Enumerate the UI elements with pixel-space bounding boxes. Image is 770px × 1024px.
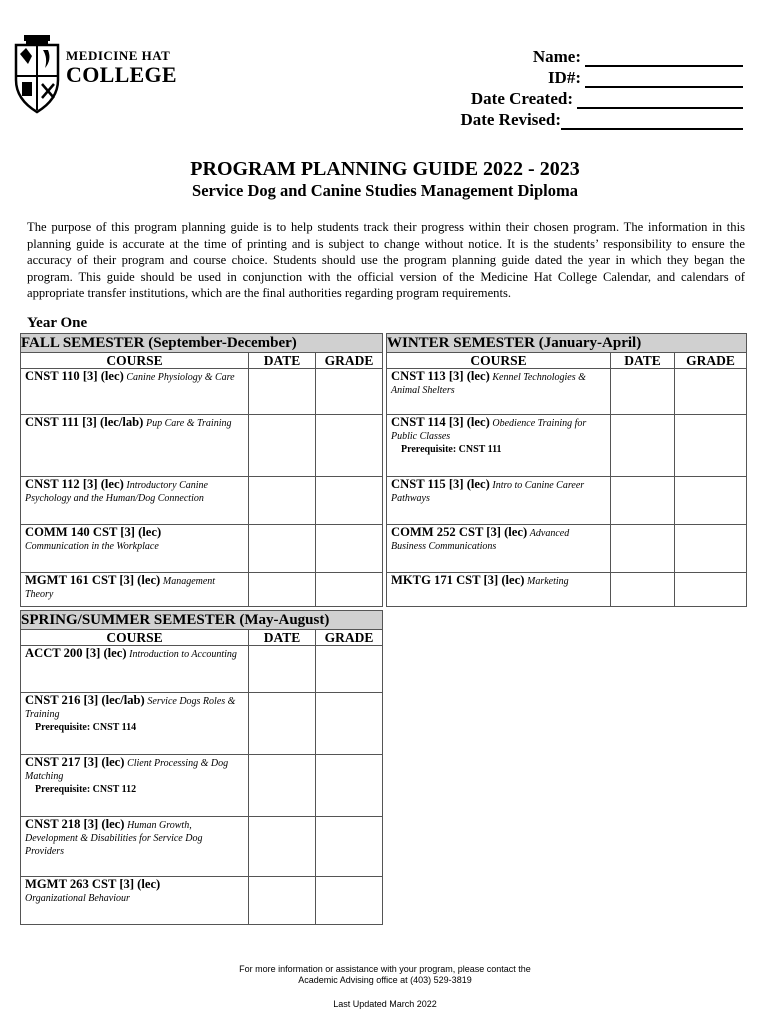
grade-column-header: GRADE [675, 353, 747, 369]
year-label: Year One [27, 315, 88, 331]
table-row [21, 525, 383, 573]
date-cell[interactable] [249, 573, 316, 607]
intro-paragraph: The purpose of this program planning guide is to help students track their progress within their chosen program. The information in this planning guide is accurate at the time of printing and is subject to change without notice. It is the students’ responsibility to ensure the accuracy of their program and course choice. Students should use the program planning guide dated the year in which they began the program. This guide should be used in conjunction with the official version of the Medicine Hat College Calendar, and calendars of appropriate transfer institutions, which are the final authorities regarding program requirements. [27, 220, 745, 301]
date-cell[interactable] [611, 477, 675, 525]
student-fields [423, 46, 743, 130]
spring-summer-semester-table [20, 610, 383, 925]
date-column-header: DATE [249, 630, 316, 646]
course-code: CNST 216 [3] (lec/lab) [25, 693, 145, 707]
course-description: Introduction to Accounting [129, 649, 237, 660]
date-cell[interactable] [249, 755, 316, 817]
table-row [21, 693, 383, 755]
grade-cell[interactable] [316, 646, 383, 693]
date-cell[interactable] [249, 415, 316, 477]
fall-semester-table [20, 333, 383, 607]
course-cell [21, 755, 249, 817]
date-cell[interactable] [611, 573, 675, 607]
grade-cell[interactable] [675, 573, 747, 607]
id-label: ID#: [547, 68, 581, 87]
grade-cell[interactable] [316, 817, 383, 877]
course-description: Introductory Canine Psychology and the Human/Dog Connection [25, 480, 208, 504]
grade-cell[interactable] [316, 573, 383, 607]
date-created-field[interactable] [423, 88, 743, 109]
course-cell [387, 525, 611, 573]
winter-semester-table [386, 333, 747, 607]
grade-cell[interactable] [316, 693, 383, 755]
course-code: COMM 140 CST [3] (lec) [25, 525, 162, 539]
grade-cell[interactable] [316, 525, 383, 573]
college-crest-icon [14, 34, 60, 114]
date-created-label: Date Created: [470, 89, 573, 108]
table-row [21, 369, 383, 415]
course-code: CNST 111 [3] (lec/lab) [25, 415, 144, 429]
course-column-header: COURSE [21, 353, 249, 369]
grade-column-header: GRADE [316, 353, 383, 369]
prerequisite-note: Prerequisite: CNST 112 [35, 784, 137, 795]
logo-line2: COLLEGE [66, 62, 177, 87]
date-cell[interactable] [611, 525, 675, 573]
grade-cell[interactable] [675, 477, 747, 525]
course-cell [387, 477, 611, 525]
course-cell [387, 573, 611, 607]
grade-cell[interactable] [316, 415, 383, 477]
date-cell[interactable] [249, 817, 316, 877]
date-revised-label: Date Revised: [460, 110, 561, 129]
course-cell [387, 369, 611, 415]
course-column-header: COURSE [387, 353, 611, 369]
prerequisite-note: Prerequisite: CNST 114 [35, 722, 137, 733]
footer-contact-line2: Academic Advising office at (403) 529-3819 [298, 975, 472, 985]
course-description: Marketing [527, 576, 569, 587]
id-field[interactable] [423, 67, 743, 88]
course-code: CNST 112 [3] (lec) [25, 477, 124, 491]
table-row [21, 755, 383, 817]
date-column-header: DATE [611, 353, 675, 369]
course-cell [21, 525, 249, 573]
winter-semester-heading: WINTER SEMESTER (January-April) [387, 334, 747, 353]
grade-cell[interactable] [675, 415, 747, 477]
course-cell [21, 573, 249, 607]
table-row [387, 369, 747, 415]
course-code: CNST 218 [3] (lec) [25, 817, 125, 831]
course-cell [21, 646, 249, 693]
course-description: Client Processing & Dog Matching [25, 758, 229, 782]
course-code: COMM 252 CST [3] (lec) [391, 525, 528, 539]
date-cell[interactable] [249, 646, 316, 693]
table-row [21, 877, 383, 925]
table-row [21, 646, 383, 693]
course-code: CNST 115 [3] (lec) [391, 477, 490, 491]
date-cell[interactable] [249, 877, 316, 925]
name-field[interactable] [423, 46, 743, 67]
course-code: CNST 110 [3] (lec) [25, 369, 124, 383]
course-code: MGMT 161 CST [3] (lec) [25, 573, 161, 587]
date-revised-field[interactable] [423, 109, 743, 130]
course-description: Service Dogs Roles & Training [25, 696, 236, 720]
course-cell [21, 415, 249, 477]
date-cell[interactable] [249, 525, 316, 573]
grade-cell[interactable] [675, 369, 747, 415]
course-code: MKTG 171 CST [3] (lec) [391, 573, 525, 587]
date-cell[interactable] [611, 415, 675, 477]
date-cell[interactable] [249, 369, 316, 415]
grade-cell[interactable] [316, 369, 383, 415]
table-row [387, 415, 747, 477]
table-row [21, 415, 383, 477]
grade-cell[interactable] [316, 477, 383, 525]
course-column-header: COURSE [21, 630, 249, 646]
course-cell [21, 817, 249, 877]
course-description: Intro to Canine Career Pathways [391, 480, 585, 504]
spring-summer-semester-heading: SPRING/SUMMER SEMESTER (May-August) [21, 611, 383, 630]
table-row [21, 573, 383, 607]
course-description: Canine Physiology & Care [126, 372, 235, 383]
grade-cell[interactable] [316, 755, 383, 817]
course-description: Advanced Business Communications [391, 528, 570, 552]
course-description: Pup Care & Training [146, 418, 232, 429]
last-updated: Last Updated March 2022 [333, 999, 437, 1009]
course-description: Management Theory [25, 576, 216, 600]
date-cell[interactable] [611, 369, 675, 415]
table-row [387, 525, 747, 573]
logo-line1: MEDICINE HAT [66, 48, 171, 63]
name-blank[interactable] [585, 49, 743, 67]
course-description: Obedience Training for Public Classes [391, 418, 587, 442]
id-blank[interactable] [585, 70, 743, 88]
grade-column-header: GRADE [316, 630, 383, 646]
fall-semester-heading: FALL SEMESTER (September-December) [21, 334, 383, 353]
date-revised-blank[interactable] [561, 112, 743, 130]
course-description: Communication in the Workplace [25, 541, 159, 552]
course-description: Kennel Technologies & Animal Shelters [391, 372, 586, 396]
course-cell [21, 477, 249, 525]
date-cell[interactable] [249, 693, 316, 755]
table-row [21, 477, 383, 525]
table-row [387, 573, 747, 607]
page-title: PROGRAM PLANNING GUIDE 2022 - 2023 [190, 158, 580, 180]
course-description: Human Growth, Development & Disabilities for Service Dog Providers [25, 820, 203, 857]
course-code: CNST 114 [3] (lec) [391, 415, 490, 429]
grade-cell[interactable] [316, 877, 383, 925]
course-cell [21, 369, 249, 415]
course-cell [387, 415, 611, 477]
date-column-header: DATE [249, 353, 316, 369]
course-code: CNST 217 [3] (lec) [25, 755, 125, 769]
course-description: Organizational Behaviour [25, 893, 130, 904]
course-code: CNST 113 [3] (lec) [391, 369, 490, 383]
date-cell[interactable] [249, 477, 316, 525]
course-cell [21, 693, 249, 755]
college-logo [14, 34, 189, 114]
course-code: MGMT 263 CST [3] (lec) [25, 877, 161, 891]
table-row [21, 817, 383, 877]
prerequisite-note: Prerequisite: CNST 111 [401, 444, 502, 455]
program-subtitle: Service Dog and Canine Studies Management Diploma [192, 181, 578, 200]
course-code: ACCT 200 [3] (lec) [25, 646, 127, 660]
name-label: Name: [532, 47, 581, 66]
date-created-blank[interactable] [577, 91, 743, 109]
grade-cell[interactable] [675, 525, 747, 573]
table-row [387, 477, 747, 525]
course-cell [21, 877, 249, 925]
footer-contact-line1: For more information or assistance with your program, please contact the [239, 964, 531, 974]
